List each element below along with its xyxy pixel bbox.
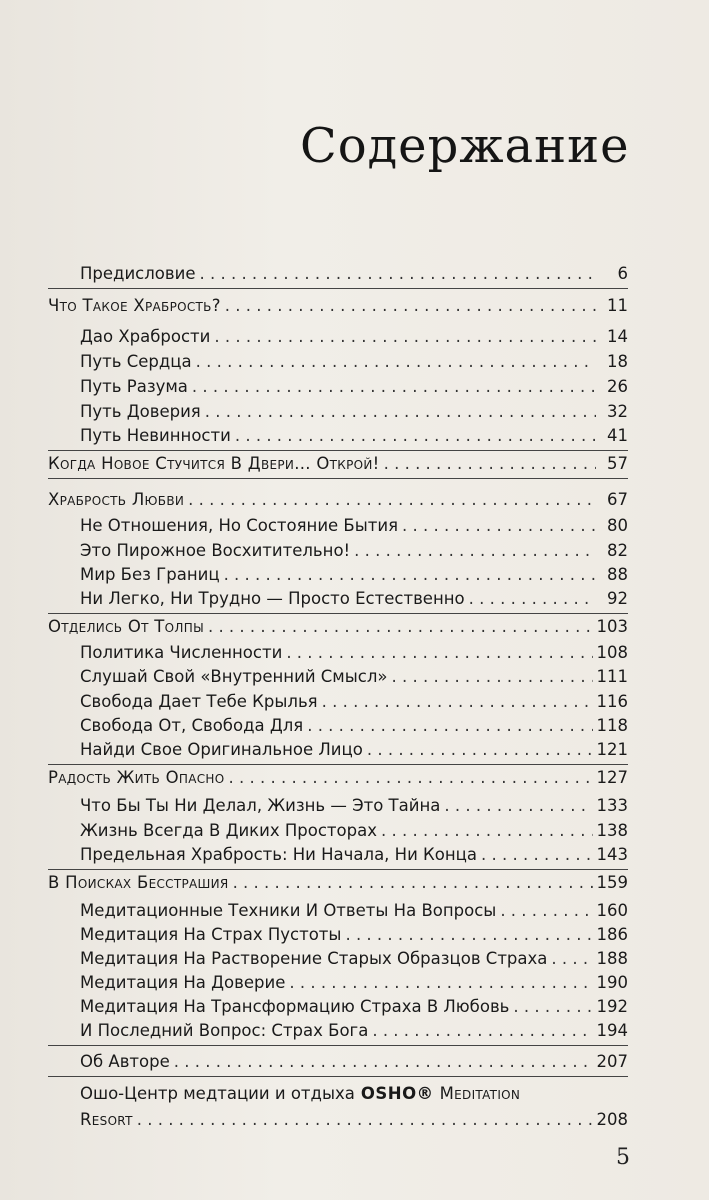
toc-entry-label: Свобода От, Свобода Для	[80, 716, 304, 735]
toc-entry-label: Мир Без Границ	[80, 565, 220, 584]
toc-entry-page: 207	[596, 1052, 628, 1071]
toc-entry-page: 186	[596, 925, 628, 944]
toc-entry-label: Что Бы Ты Ни Делал, Жизнь — Это Тайна	[80, 796, 441, 815]
toc-entry-page: 127	[596, 768, 628, 787]
toc-entry-page: 67	[607, 490, 628, 509]
toc-entry	[48, 452, 628, 476]
section-divider	[48, 288, 628, 289]
dot-leader	[225, 294, 596, 318]
toc-entry-label: Путь Доверия	[80, 402, 201, 421]
dot-leader	[481, 843, 593, 867]
toc-entry-label: Слушай Свой «Внутренний Смысл»	[80, 667, 388, 686]
dot-leader	[199, 262, 596, 286]
toc-entry	[80, 819, 628, 843]
toc-entry-page: 103	[596, 617, 628, 636]
dot-leader	[235, 424, 596, 448]
dot-leader	[205, 400, 596, 424]
toc-entry	[48, 294, 628, 318]
toc-entry	[80, 400, 628, 424]
dot-leader	[354, 539, 596, 563]
toc-entry-page: 88	[607, 565, 628, 584]
toc-entry-resort-line1	[80, 1082, 628, 1106]
toc-entry-label: Когда Новое Стучится В Двери... Открой!	[48, 454, 380, 473]
section-divider	[48, 869, 628, 870]
toc-entry-label: Об Авторе	[80, 1052, 170, 1071]
dot-leader	[286, 641, 592, 665]
toc-entry-page: 138	[596, 821, 628, 840]
toc-entry	[80, 947, 628, 971]
toc-entry-page: 188	[596, 949, 628, 968]
toc-entry-label: Дао Храбрости	[80, 327, 211, 346]
toc-entry	[80, 539, 628, 563]
toc-entry-page: 118	[596, 716, 628, 735]
dot-leader	[367, 738, 593, 762]
toc-entry-label: Жизнь Всегда В Диких Просторах	[80, 821, 377, 840]
toc-entry-page: 160	[596, 901, 628, 920]
toc-entry-label: Политика Численности	[80, 643, 283, 662]
dot-leader	[229, 766, 593, 790]
dot-leader	[196, 350, 596, 374]
dot-leader	[214, 325, 596, 349]
toc-entry-label: Предельная Храбрость: Ни Начала, Ни Конца	[80, 845, 477, 864]
toc-entry	[80, 995, 628, 1019]
toc-entry	[80, 665, 628, 689]
toc-entry-page: 57	[607, 454, 628, 473]
toc-entry-page: 14	[607, 327, 628, 346]
dot-leader	[444, 794, 592, 818]
toc-entry-page: 194	[596, 1021, 628, 1040]
toc-entry-page: 108	[596, 643, 628, 662]
toc-entry	[80, 843, 628, 867]
toc-entry-page: 116	[596, 692, 628, 711]
toc-entry-label: В Поисках Бесстрашия	[48, 873, 229, 892]
toc-entry	[80, 690, 628, 714]
toc-entry	[80, 325, 628, 349]
section-divider	[48, 764, 628, 765]
toc-entry-page: 6	[617, 264, 628, 283]
toc-entry-page: 121	[596, 740, 628, 759]
toc-entry-label: Медитация На Трансформацию Страха В Любовь	[80, 997, 510, 1016]
section-divider	[48, 613, 628, 614]
toc-entry-label: Радость Жить Опасно	[48, 768, 225, 787]
toc-entry	[48, 766, 628, 790]
dot-leader	[384, 452, 596, 476]
dot-leader	[500, 899, 592, 923]
dot-leader	[224, 563, 596, 587]
toc-entry-label: Путь Невинности	[80, 426, 231, 445]
resort-line2: Resort	[80, 1110, 133, 1129]
toc-entry	[80, 1050, 628, 1074]
toc-entry	[80, 923, 628, 947]
toc-entry	[80, 424, 628, 448]
section-divider	[48, 450, 628, 451]
resort-suffix: Meditation	[439, 1084, 521, 1103]
toc-entry-label: Медитация На Растворение Старых Образцов Страха	[80, 949, 548, 968]
toc-entry	[80, 350, 628, 374]
toc-entry-label: Медитация На Доверие	[80, 973, 286, 992]
section-divider	[48, 1045, 628, 1046]
toc-entry-page: 133	[596, 796, 628, 815]
toc-entry	[80, 1019, 628, 1043]
toc-entry	[80, 262, 628, 286]
toc-entry-page: 80	[607, 516, 628, 535]
dot-leader	[402, 514, 596, 538]
toc-entry	[80, 971, 628, 995]
toc-entry-page: 32	[607, 402, 628, 421]
toc-entry-page: 11	[607, 296, 628, 315]
dot-leader	[322, 690, 593, 714]
toc-entry	[80, 738, 628, 762]
toc-entry	[80, 641, 628, 665]
toc-entry-label: Храбрость Любви	[48, 490, 185, 509]
toc-entry	[80, 714, 628, 738]
section-divider	[48, 478, 628, 479]
dot-leader	[381, 819, 593, 843]
osho-logo-text: OSHO®	[360, 1084, 434, 1103]
toc-entry	[80, 794, 628, 818]
dot-leader	[392, 665, 593, 689]
toc-entry-page: 26	[607, 377, 628, 396]
toc-entry-page: 111	[596, 667, 628, 686]
dot-leader	[307, 714, 592, 738]
toc-entry-label: Отделись От Толпы	[48, 617, 204, 636]
toc-entry-label: Медитационные Техники И Ответы На Вопросы	[80, 901, 497, 920]
toc-entry-label: Путь Сердца	[80, 352, 192, 371]
section-divider	[48, 1076, 628, 1077]
dot-leader	[289, 971, 592, 995]
toc-entry	[48, 488, 628, 512]
toc-entry-page: 159	[596, 873, 628, 892]
toc-entry-label: Медитация На Страх Пустоты	[80, 925, 342, 944]
toc-entry-label: Не Отношения, Но Состояние Бытия	[80, 516, 399, 535]
toc-entry-label: Свобода Дает Тебе Крылья	[80, 692, 318, 711]
toc-entry-page: 190	[596, 973, 628, 992]
toc-entry-label: Найди Свое Оригинальное Лицо	[80, 740, 363, 759]
toc-entry	[48, 871, 628, 895]
toc-entry-label: Путь Разума	[80, 377, 188, 396]
toc-entry	[80, 587, 628, 611]
dot-leader	[372, 1019, 592, 1043]
dot-leader	[192, 375, 596, 399]
dot-leader	[188, 488, 596, 512]
toc-entry	[80, 514, 628, 538]
page-number: 5	[616, 1145, 630, 1170]
toc-entry	[80, 899, 628, 923]
dot-leader	[345, 923, 592, 947]
resort-prefix: Ошо-Центр медтации и отдыха	[80, 1084, 355, 1103]
toc-entry-page: 18	[607, 352, 628, 371]
dot-leader	[551, 947, 592, 971]
dot-leader	[469, 587, 596, 611]
toc-entry-page: 92	[607, 589, 628, 608]
toc-entry	[80, 563, 628, 587]
toc-entry-label: Предисловие	[80, 264, 196, 283]
toc-entry-label: Что Такое Храбрость?	[48, 296, 221, 315]
toc-entry-page: 82	[607, 541, 628, 560]
toc-entry	[48, 615, 628, 639]
dot-leader	[513, 995, 592, 1019]
toc-entry	[80, 375, 628, 399]
toc-entry-label: И Последний Вопрос: Страх Бога	[80, 1021, 369, 1040]
toc-entry-label: Это Пирожное Восхитительно!	[80, 541, 351, 560]
toc-entry-page: 41	[607, 426, 628, 445]
toc-entry-page: 208	[596, 1110, 628, 1129]
toc-entry-label: Ни Легко, Ни Трудно — Просто Естественно	[80, 589, 465, 608]
page-title: Содержание	[300, 118, 630, 174]
dot-leader	[174, 1050, 593, 1074]
dot-leader	[233, 871, 593, 895]
dot-leader	[208, 615, 593, 639]
toc-entry-page: 192	[596, 997, 628, 1016]
toc-entry-page: 143	[596, 845, 628, 864]
toc-entry-resort-line2	[80, 1108, 628, 1132]
dot-leader	[137, 1108, 593, 1132]
